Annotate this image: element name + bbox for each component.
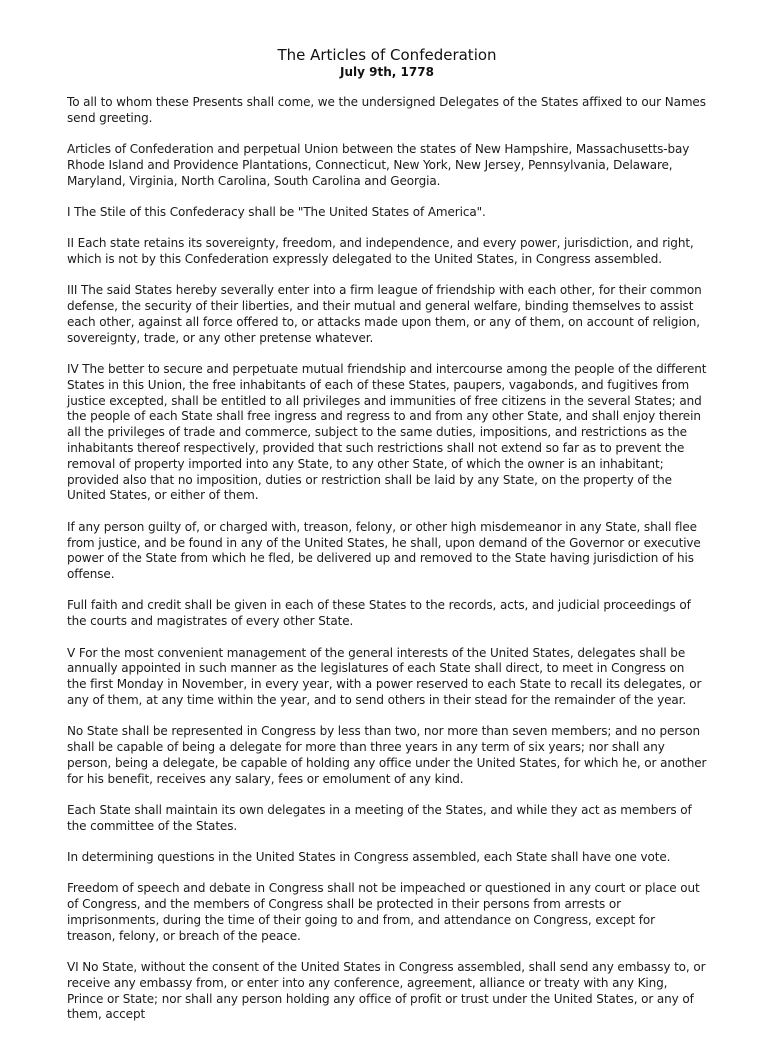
paragraph-article-5-delegates: Each State shall maintain its own delegates in a meeting of the States, and while they act as members of the committee of the States. — [67, 802, 692, 833]
paragraph-article-5-speech: Freedom of speech and debate in Congress shall not be impeached or questioned in any court or place out of Congress, and the members of Congress shall be protected in their persons from arrests or imprisonments, during the time of their going to and from, and attendance on Congress, except for treason, felony, or breach of the peace. — [67, 881, 700, 943]
paragraph-greeting: To all to whom these Presents shall come, we the undersigned Delegates of the States affixed to our Names send greeting. — [67, 95, 706, 125]
paragraph-union: Articles of Confederation and perpetual Union between the states of New Hampshire, Massachusetts-bay Rhode Island and Providence Plantations, Connecticut, New York, New Jersey, Pennsylvania, Delaware, Maryland, Virginia, North Carolina, South Carolina and Georgia. — [67, 142, 690, 188]
paragraph-article-4-extradition: If any person guilty of, or charged with, treason, felony, or other high misdemeanor in any State, shall flee from justice, and be found in any of the United States, he shall, upon demand of the Governor or executive power of the State from which he fled, be delivered up and removed to the State having jurisdiction of his offense. — [67, 519, 701, 582]
paragraph-article-4: IV The better to secure and perpetuate mutual friendship and intercourse among the people of the different States in this Union, the free inhabitants of each of these States, paupers, vagabonds, and fugitives from justice excepted, shall be entitled to all privileges and immunities of free citizens in the several States; and the people of each State shall free ingress and regress to and from any other State, and shall enjoy therein all the privileges of trade and commerce, subject to the same duties, impositions, and restrictions as the inhabitants thereof respectively, provided that such restrictions shall not extend so far as to prevent the removal of property imported into any State, to any other State, of which the owner is an inhabitant; provided also that no imposition, duties or restriction shall be laid by any State, on the property of the United States, or either of them. — [67, 362, 707, 503]
paragraph-article-1: I The Stile of this Confederacy shall be "The United States of America". — [67, 204, 486, 219]
paragraph-article-4-full-faith: Full faith and credit shall be given in each of these States to the records, acts, and judicial proceedings of the courts and magistrates of every other State. — [67, 598, 691, 629]
paragraph-article-6: VI No State, without the consent of the United States in Congress assembled, shall send any embassy to, or receive any embassy from, or enter into any conference, agreement, alliance or treaty with any King, Prince or State; nor shall any person holding any office of profit or trust under the United States, or any of them, accept — [67, 959, 706, 1022]
paragraph-article-5-representation: No State shall be represented in Congress by less than two, nor more than seven members; and no person shall be capable of being a delegate for more than three years in any term of six years; nor shall any person, being a delegate, be capable of holding any office under the United States, for which he, or another for his benefit, receives any salary, fees or emolument of any kind. — [67, 724, 707, 786]
paragraph-article-5-vote: In determining questions in the United States in Congress assembled, each State shall have one vote. — [67, 849, 671, 864]
document-title: The Articles of Confederation — [277, 46, 497, 64]
paragraph-article-3: III The said States hereby severally enter into a firm league of friendship with each other, for their common defense, the security of their liberties, and their mutual and general welfare, binding themselves to assist each other, against all force offered to, or attacks made upon them, or any of them, on account of religion, sovereignty, trade, or any other pretense whatever. — [67, 283, 702, 345]
paragraph-article-5: V For the most convenient management of the general interests of the United States, delegates shall be annually appointed in such manner as the legislatures of each State shall direct, to meet in Congress on the first Monday in November, in every year, with a power reserved to each State to recall its delegates, or any of them, at any time within the year, and to send others in their stead for the remainder of the year. — [67, 645, 702, 707]
document-date: July 9th, 1778 — [340, 65, 434, 79]
document-page — [67, 46, 707, 1039]
paragraph-article-2: II Each state retains its sovereignty, freedom, and independence, and every power, jurisdiction, and right, which is not by this Confederation expressly delegated to the United States, in Congress assembled. — [67, 236, 694, 267]
